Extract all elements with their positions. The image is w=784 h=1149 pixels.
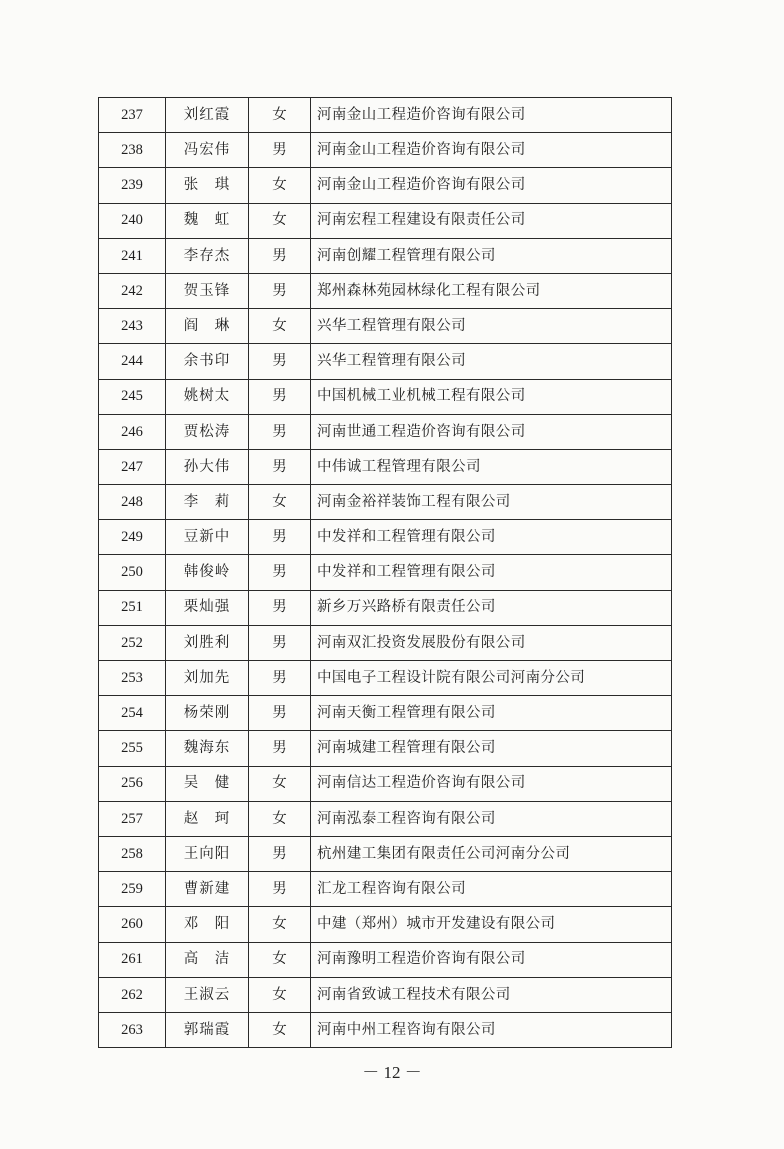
row-number-cell: 252 (99, 625, 166, 660)
table-row (99, 1012, 672, 1047)
gender-cell: 男 (249, 449, 311, 484)
row-number-cell: 251 (99, 590, 166, 625)
name-cell: 孙大伟 (166, 449, 249, 484)
name-cell: 张 琪 (166, 168, 249, 203)
row-number-cell: 244 (99, 344, 166, 379)
name-cell: 刘胜利 (166, 625, 249, 660)
organization-cell: 河南天衡工程管理有限公司 (311, 696, 672, 731)
gender-cell: 男 (249, 555, 311, 590)
row-number-cell: 237 (99, 98, 166, 133)
roster-table-body (99, 98, 672, 1048)
gender-cell: 男 (249, 836, 311, 871)
gender-cell: 男 (249, 520, 311, 555)
table-row (99, 555, 672, 590)
name-cell: 冯宏伟 (166, 133, 249, 168)
organization-cell: 汇龙工程咨询有限公司 (311, 872, 672, 907)
row-number-cell: 263 (99, 1012, 166, 1047)
row-number-cell: 258 (99, 836, 166, 871)
table-row (99, 449, 672, 484)
name-cell: 魏海东 (166, 731, 249, 766)
gender-cell: 女 (249, 977, 311, 1012)
organization-cell: 中建（郑州）城市开发建设有限公司 (311, 907, 672, 942)
page-number: － 12 － (362, 1063, 422, 1082)
organization-cell: 中国电子工程设计院有限公司河南分公司 (311, 661, 672, 696)
name-cell: 余书印 (166, 344, 249, 379)
name-cell: 曹新建 (166, 872, 249, 907)
organization-cell: 中国机械工业机械工程有限公司 (311, 379, 672, 414)
organization-cell: 中发祥和工程管理有限公司 (311, 555, 672, 590)
name-cell: 刘红霞 (166, 98, 249, 133)
name-cell: 邓 阳 (166, 907, 249, 942)
row-number-cell: 240 (99, 203, 166, 238)
gender-cell: 女 (249, 801, 311, 836)
gender-cell: 男 (249, 344, 311, 379)
gender-cell: 男 (249, 731, 311, 766)
organization-cell: 河南双汇投资发展股份有限公司 (311, 625, 672, 660)
organization-cell: 杭州建工集团有限责任公司河南分公司 (311, 836, 672, 871)
organization-cell: 河南豫明工程造价咨询有限公司 (311, 942, 672, 977)
gender-cell: 女 (249, 942, 311, 977)
row-number-cell: 254 (99, 696, 166, 731)
gender-cell: 女 (249, 485, 311, 520)
name-cell: 高 洁 (166, 942, 249, 977)
gender-cell: 男 (249, 133, 311, 168)
gender-cell: 男 (249, 696, 311, 731)
table-row (99, 731, 672, 766)
gender-cell: 男 (249, 590, 311, 625)
organization-cell: 河南创耀工程管理有限公司 (311, 238, 672, 273)
row-number-cell: 248 (99, 485, 166, 520)
gender-cell: 女 (249, 907, 311, 942)
name-cell: 王向阳 (166, 836, 249, 871)
table-row (99, 168, 672, 203)
table-row (99, 379, 672, 414)
row-number-cell: 242 (99, 273, 166, 308)
organization-cell: 郑州森林苑园林绿化工程有限公司 (311, 273, 672, 308)
table-row (99, 520, 672, 555)
table-row (99, 133, 672, 168)
name-cell: 姚树太 (166, 379, 249, 414)
row-number-cell: 259 (99, 872, 166, 907)
name-cell: 李存杰 (166, 238, 249, 273)
row-number-cell: 250 (99, 555, 166, 590)
row-number-cell: 246 (99, 414, 166, 449)
gender-cell: 女 (249, 1012, 311, 1047)
row-number-cell: 238 (99, 133, 166, 168)
name-cell: 阎 琳 (166, 309, 249, 344)
gender-cell: 男 (249, 238, 311, 273)
roster-table (98, 97, 672, 1048)
organization-cell: 河南金山工程造价咨询有限公司 (311, 168, 672, 203)
table-row (99, 836, 672, 871)
table-row (99, 766, 672, 801)
row-number-cell: 257 (99, 801, 166, 836)
name-cell: 赵 珂 (166, 801, 249, 836)
gender-cell: 男 (249, 661, 311, 696)
row-number-cell: 256 (99, 766, 166, 801)
organization-cell: 中发祥和工程管理有限公司 (311, 520, 672, 555)
gender-cell: 女 (249, 98, 311, 133)
table-row (99, 977, 672, 1012)
organization-cell: 兴华工程管理有限公司 (311, 344, 672, 379)
table-row (99, 414, 672, 449)
row-number-cell: 239 (99, 168, 166, 203)
organization-cell: 河南金山工程造价咨询有限公司 (311, 98, 672, 133)
name-cell: 郭瑞霞 (166, 1012, 249, 1047)
table-row (99, 942, 672, 977)
gender-cell: 男 (249, 273, 311, 308)
name-cell: 豆新中 (166, 520, 249, 555)
name-cell: 韩俊岭 (166, 555, 249, 590)
table-row (99, 98, 672, 133)
organization-cell: 河南世通工程造价咨询有限公司 (311, 414, 672, 449)
name-cell: 吴 健 (166, 766, 249, 801)
table-row (99, 590, 672, 625)
table-row (99, 625, 672, 660)
row-number-cell: 261 (99, 942, 166, 977)
organization-cell: 河南城建工程管理有限公司 (311, 731, 672, 766)
gender-cell: 女 (249, 309, 311, 344)
organization-cell: 河南金裕祥装饰工程有限公司 (311, 485, 672, 520)
row-number-cell: 243 (99, 309, 166, 344)
organization-cell: 河南金山工程造价咨询有限公司 (311, 133, 672, 168)
organization-cell: 河南中州工程咨询有限公司 (311, 1012, 672, 1047)
table-row (99, 696, 672, 731)
row-number-cell: 245 (99, 379, 166, 414)
table-row (99, 907, 672, 942)
table-row (99, 485, 672, 520)
table-row (99, 344, 672, 379)
name-cell: 贺玉锋 (166, 273, 249, 308)
name-cell: 魏 虹 (166, 203, 249, 238)
name-cell: 贾松涛 (166, 414, 249, 449)
organization-cell: 河南宏程工程建设有限责任公司 (311, 203, 672, 238)
name-cell: 李 莉 (166, 485, 249, 520)
organization-cell: 中伟诚工程管理有限公司 (311, 449, 672, 484)
table-row (99, 801, 672, 836)
gender-cell: 男 (249, 872, 311, 907)
organization-cell: 河南泓泰工程咨询有限公司 (311, 801, 672, 836)
gender-cell: 男 (249, 379, 311, 414)
row-number-cell: 253 (99, 661, 166, 696)
organization-cell: 河南省致诚工程技术有限公司 (311, 977, 672, 1012)
organization-cell: 新乡万兴路桥有限责任公司 (311, 590, 672, 625)
organization-cell: 兴华工程管理有限公司 (311, 309, 672, 344)
row-number-cell: 241 (99, 238, 166, 273)
table-row (99, 661, 672, 696)
name-cell: 栗灿强 (166, 590, 249, 625)
gender-cell: 女 (249, 203, 311, 238)
row-number-cell: 260 (99, 907, 166, 942)
row-number-cell: 247 (99, 449, 166, 484)
organization-cell: 河南信达工程造价咨询有限公司 (311, 766, 672, 801)
table-row (99, 273, 672, 308)
table-row (99, 238, 672, 273)
name-cell: 刘加先 (166, 661, 249, 696)
row-number-cell: 262 (99, 977, 166, 1012)
gender-cell: 男 (249, 414, 311, 449)
row-number-cell: 255 (99, 731, 166, 766)
table-row (99, 203, 672, 238)
row-number-cell: 249 (99, 520, 166, 555)
gender-cell: 女 (249, 168, 311, 203)
table-row (99, 872, 672, 907)
gender-cell: 男 (249, 625, 311, 660)
table-row (99, 309, 672, 344)
name-cell: 王淑云 (166, 977, 249, 1012)
name-cell: 杨荣刚 (166, 696, 249, 731)
gender-cell: 女 (249, 766, 311, 801)
